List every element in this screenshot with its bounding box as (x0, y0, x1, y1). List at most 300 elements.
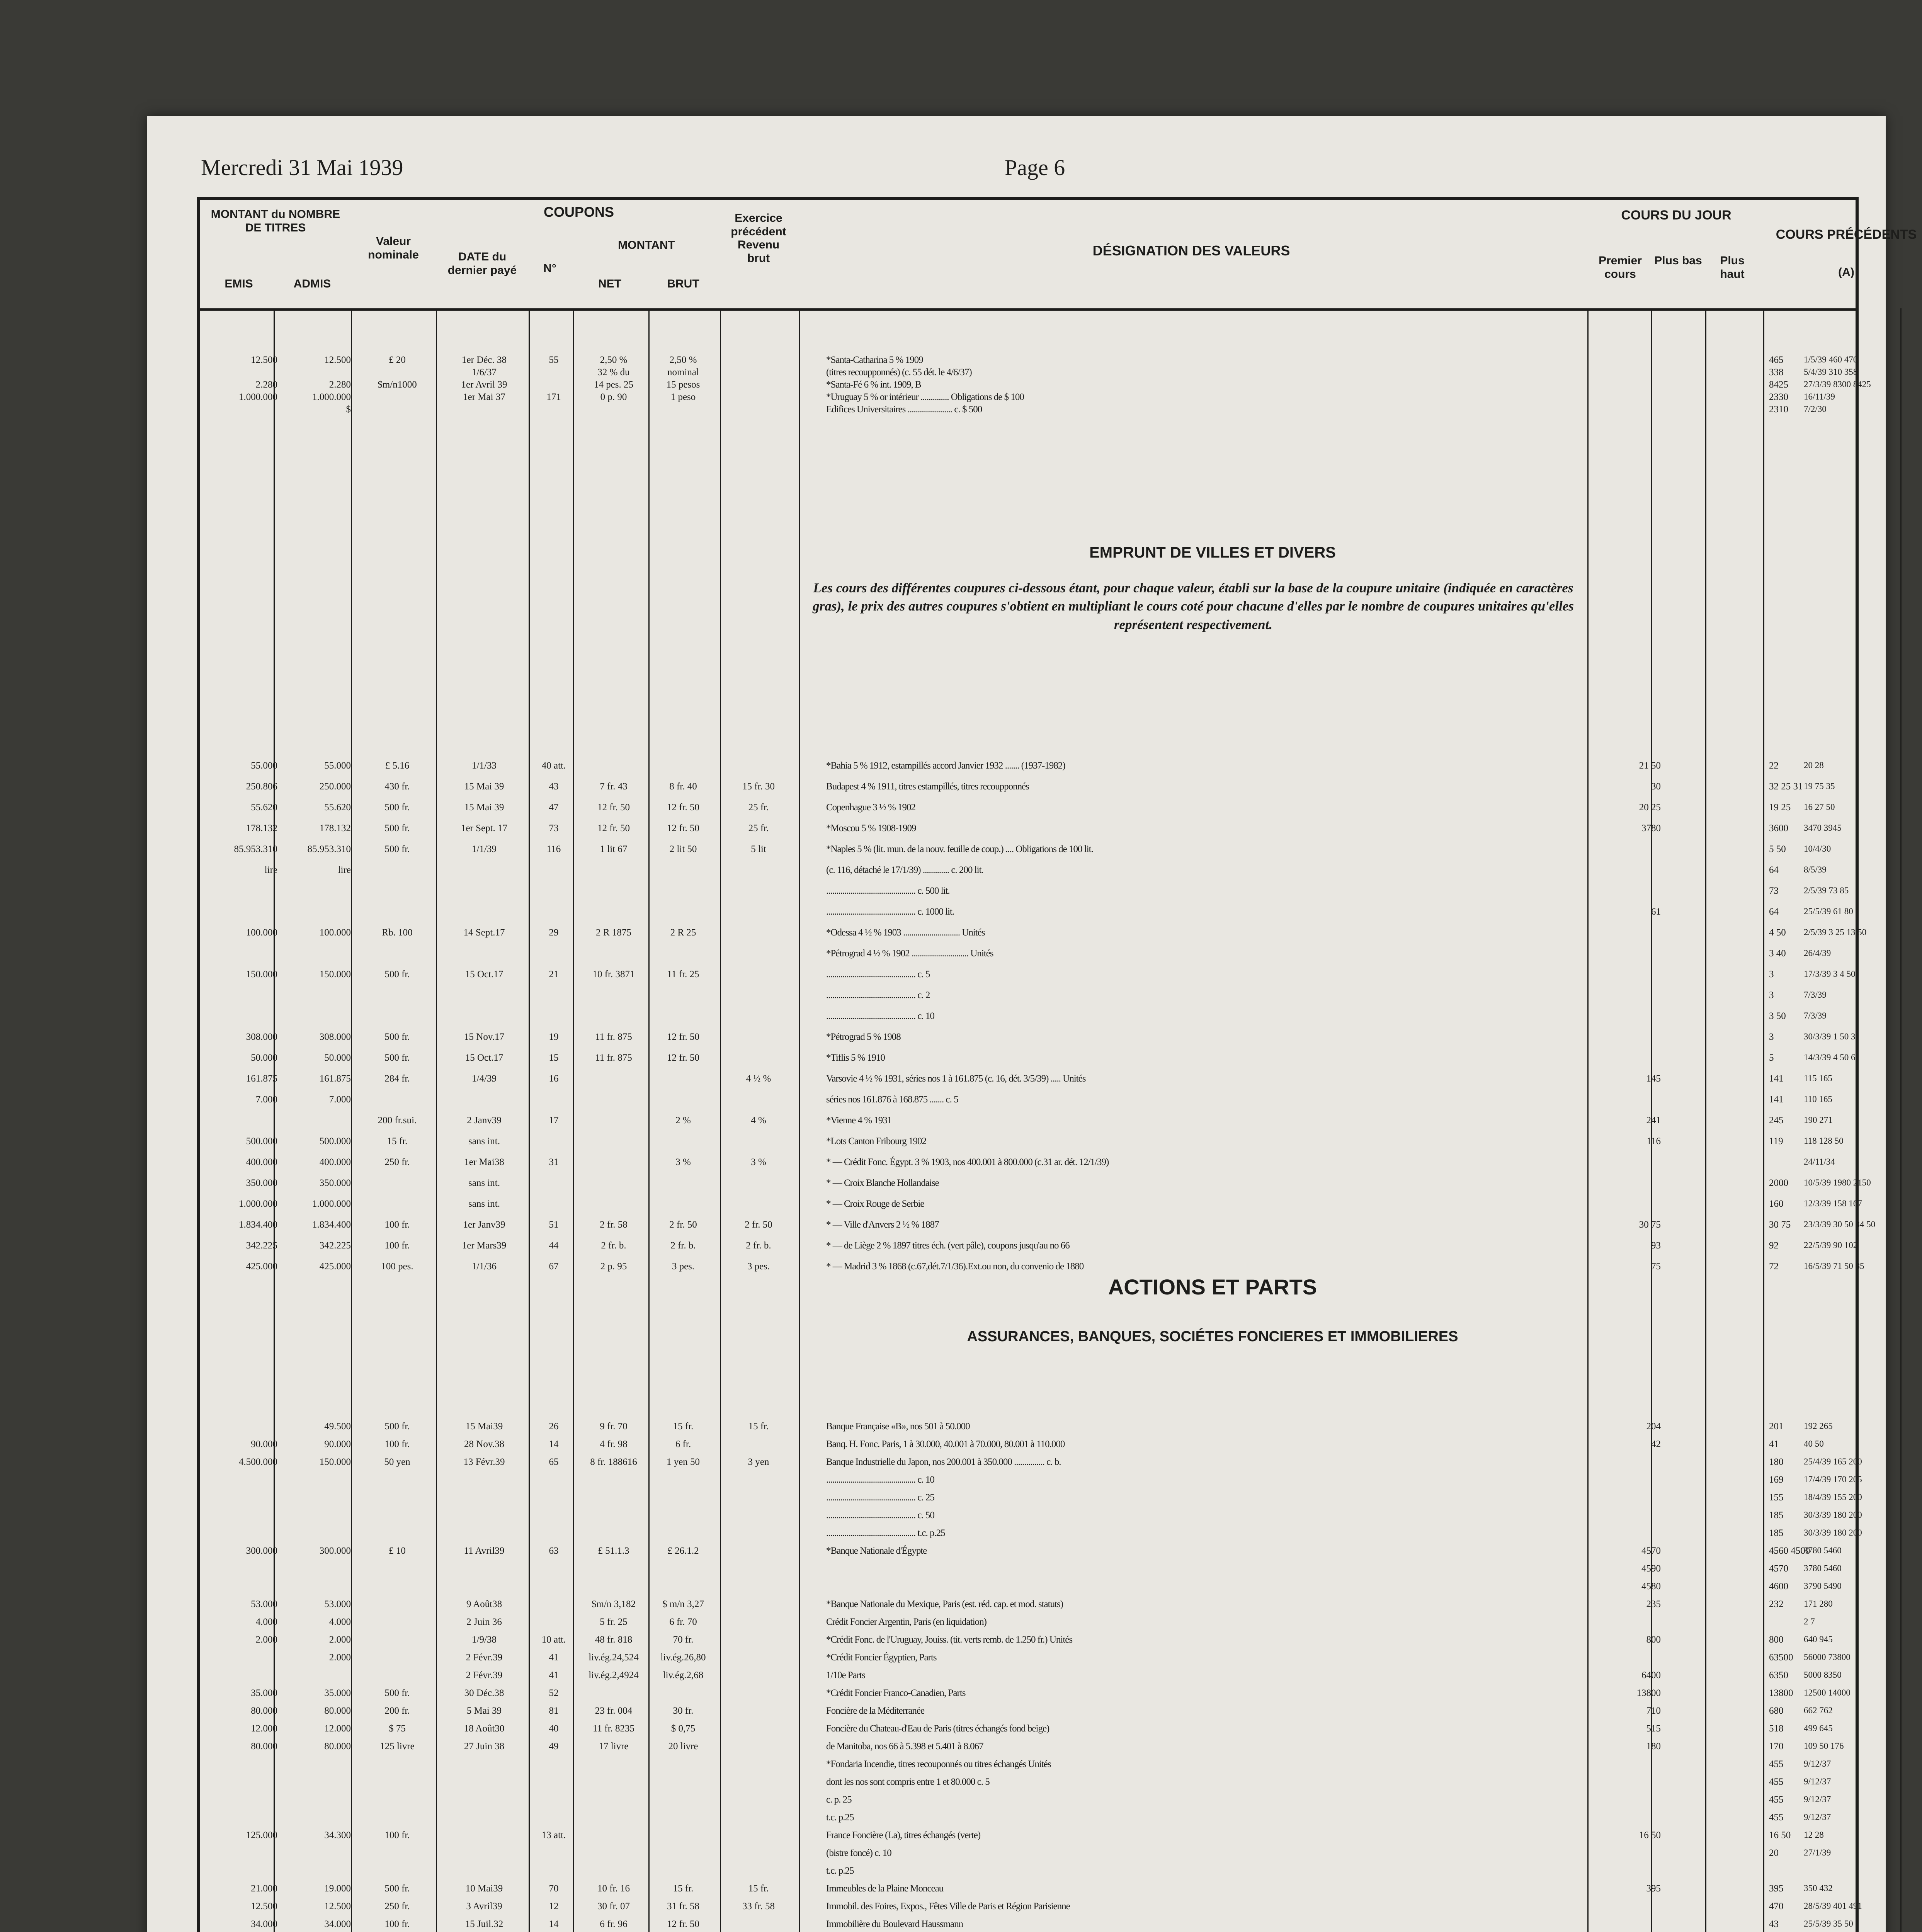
table-row (200, 1178, 1871, 1189)
cell-des: *Santa-Catharina 5 % 1909 (826, 355, 923, 365)
table-row (200, 886, 1856, 897)
cell-rev: 3 % (751, 1157, 766, 1167)
cell-emis: 4.500.000 (239, 1457, 277, 1467)
cell-cours-precedent: 16 50 (1769, 1830, 1791, 1840)
table-row (200, 1115, 1856, 1127)
cell-admis: 400.000 (319, 1157, 351, 1167)
cell-admis: 150.000 (319, 969, 351, 980)
table-row (200, 1777, 1856, 1788)
cell-des: t.c. p.25 (826, 1866, 854, 1876)
cell-no: 41 (549, 1670, 559, 1680)
cell-no: 116 (546, 844, 561, 854)
cell-admis: $ (346, 404, 351, 415)
cell-nom: 100 fr. (384, 1219, 410, 1230)
cell-net: 0 p. 90 (600, 392, 627, 402)
cell-date: 28 Nov.38 (464, 1439, 504, 1449)
cell-no: 40 (549, 1723, 559, 1734)
cell-cours-precedent: 518 (1769, 1723, 1784, 1734)
cell-releve: 25/5/39 35 50 (1804, 1919, 1853, 1929)
cell-rev: 15 fr. (748, 1421, 769, 1432)
cell-des: 1/10e Parts (826, 1670, 865, 1680)
cell-cours-precedent: 455 (1769, 1812, 1784, 1823)
cell-cours-precedent: 455 (1769, 1759, 1784, 1769)
cell-cours-precedent: 119 (1769, 1136, 1783, 1146)
cell-date: 1er Mars39 (462, 1240, 507, 1251)
cell-rev: 15 fr. 30 (742, 781, 775, 792)
cell-date: 1er Mai 37 (463, 392, 505, 402)
cell-nom: 100 pes. (381, 1261, 413, 1272)
cell-releve: 3780 5460 (1804, 1563, 1842, 1573)
cell-p1: 235 (1646, 1599, 1661, 1609)
cell-emis: 150.000 (246, 969, 277, 980)
table-row (200, 367, 1856, 379)
cell-releve: 115 165 (1804, 1073, 1832, 1083)
table-row (200, 1919, 1856, 1930)
cell-date: 11 Avril39 (464, 1546, 505, 1556)
table-row (200, 1688, 1856, 1699)
cell-releve: 190 271 (1804, 1115, 1833, 1125)
cell-releve: 5/4/39 310 358 (1804, 367, 1858, 377)
cell-date: 1/9/38 (472, 1634, 497, 1645)
cell-des: (titres recoupponnés) (c. 55 dét. le 4/6/37) (826, 367, 972, 378)
cell-releve: 3470 3945 (1804, 823, 1842, 833)
cell-cours-precedent: 8425 (1769, 379, 1788, 390)
cell-brut: 2 fr. 50 (669, 1219, 697, 1230)
table-row (200, 1528, 1862, 1539)
cell-nom: 500 fr. (384, 823, 410, 833)
cell-emis: 1.000.000 (239, 392, 277, 402)
cell-cours-precedent: 64 (1769, 906, 1779, 917)
cell-no: 67 (549, 1261, 559, 1272)
cell-brut: 2 lit 50 (669, 844, 697, 854)
cell-admis: 55.620 (324, 802, 351, 813)
cell-releve: 25/4/39 165 200 (1804, 1457, 1862, 1466)
table-row (200, 1011, 1856, 1022)
cell-p1: 6400 (1641, 1670, 1661, 1680)
table-row (200, 1032, 1856, 1043)
cell-cours-precedent: 155 (1769, 1492, 1784, 1503)
cell-cours-precedent: 4560 4500 (1769, 1546, 1810, 1556)
cell-brut: 1 yen 50 (666, 1457, 700, 1467)
cell-des: * — de Liège 2 % 1897 titres éch. (vert pâle), coupons jusqu'au no 66 (826, 1240, 1070, 1251)
cell-cours-precedent: 5 (1769, 1053, 1774, 1063)
cell-releve: 2/5/39 3 25 13 50 (1804, 927, 1867, 937)
cell-emis: 1.834.400 (239, 1219, 277, 1230)
cell-nom: 250 fr. (384, 1901, 410, 1912)
header-premier: Premier cours (1599, 254, 1642, 281)
cell-date: 2 Juin 36 (466, 1617, 502, 1627)
cell-des: dont les nos sont compris entre 1 et 80.000 c. 5 (826, 1777, 990, 1787)
cell-cours-precedent: 2000 (1769, 1178, 1788, 1188)
cell-net: 12 fr. 50 (597, 802, 630, 813)
cell-p1: 16 50 (1639, 1830, 1661, 1840)
table-row (200, 1136, 1856, 1148)
cell-cours-precedent: 455 (1769, 1777, 1784, 1787)
cell-no: 12 (549, 1901, 559, 1912)
cell-p1: 241 (1646, 1115, 1661, 1126)
cell-brut: 70 fr. (673, 1634, 694, 1645)
table-row (200, 1563, 1856, 1575)
cell-brut: 15 pesos (666, 379, 700, 390)
header-admis: ADMIS (293, 277, 331, 290)
cell-no: 14 (549, 1919, 559, 1929)
cell-des: *Naples 5 % (lit. mun. de la nouv. feuille de coup.) .... Obligations de 100 lit. (826, 844, 1093, 854)
cell-des: de Manitoba, nos 66 à 5.398 et 5.401 à 8.067 (826, 1741, 983, 1752)
cell-net: 2 fr. 58 (600, 1219, 628, 1230)
cell-rev: 3 pes. (747, 1261, 770, 1272)
cell-no: 41 (549, 1652, 559, 1663)
cell-net: 7 fr. 43 (600, 781, 628, 792)
cell-date: 18 Août30 (464, 1723, 505, 1734)
table-row (200, 927, 1867, 939)
cell-admis: 80.000 (324, 1741, 351, 1752)
cell-emis: 21.000 (251, 1883, 277, 1894)
cell-nom: 500 fr. (384, 1688, 410, 1698)
table-row (200, 1475, 1862, 1486)
cell-emis: 80.000 (251, 1706, 277, 1716)
table-row (200, 1848, 1856, 1859)
cell-date: 15 Mai 39 (464, 802, 504, 813)
cell-des: séries nos 161.876 à 168.875 ....... c. 5 (826, 1094, 958, 1105)
cell-brut: 6 fr. (675, 1439, 691, 1449)
table-row (200, 1901, 1862, 1913)
cell-releve: 9/12/37 (1804, 1812, 1831, 1822)
cell-net: 23 fr. 004 (595, 1706, 633, 1716)
cell-emis: 53.000 (251, 1599, 277, 1609)
cell-emis: 125.000 (246, 1830, 277, 1840)
cell-date: 13 Févr.39 (463, 1457, 505, 1467)
cell-cours-precedent: 92 (1769, 1240, 1779, 1251)
cell-cours-precedent: 455 (1769, 1794, 1784, 1805)
cell-p1: 20 25 (1639, 802, 1661, 813)
cell-cours-precedent: 4570 (1769, 1563, 1788, 1574)
cell-emis: 2.280 (255, 379, 277, 390)
cell-net: 11 fr. 875 (595, 1053, 632, 1063)
cell-p1: 42 (1651, 1439, 1661, 1449)
table-row (200, 1812, 1856, 1824)
header-coupons: COUPONS (543, 204, 614, 220)
header-montant-coupon: MONTANT (618, 239, 675, 252)
cell-des: t.c. p.25 (826, 1812, 854, 1823)
cell-des: ............................................ c. 10 (826, 1475, 934, 1485)
table-row (200, 1723, 1856, 1735)
cell-cours-precedent: 63500 (1769, 1652, 1793, 1663)
cell-cours-precedent: 169 (1769, 1475, 1784, 1485)
table-row (200, 948, 1856, 960)
table-row (200, 1652, 1856, 1664)
cell-admis: 53.000 (324, 1599, 351, 1609)
cell-cours-precedent: 465 (1769, 355, 1784, 365)
table-header (200, 200, 1917, 311)
cell-des: ............................................ c. 25 (826, 1492, 934, 1503)
cell-brut: $ 0,75 (671, 1723, 696, 1734)
cell-des: *Crédit Foncier Franco-Canadien, Parts (826, 1688, 966, 1698)
cell-no: 21 (549, 969, 559, 980)
cell-emis: 342.225 (246, 1240, 277, 1251)
cell-releve: 7/3/39 (1804, 1011, 1827, 1020)
cell-brut: £ 26.1.2 (667, 1546, 699, 1556)
page-number: Page 6 (1005, 155, 1065, 180)
table-row (200, 1617, 1856, 1628)
table-row (200, 802, 1856, 814)
cell-cours-precedent: 13800 (1769, 1688, 1793, 1698)
cell-cours-precedent: 3 (1769, 1032, 1774, 1042)
cell-brut: 30 fr. (673, 1706, 694, 1716)
cell-emis: 425.000 (246, 1261, 277, 1272)
cell-emis: 100.000 (246, 927, 277, 938)
cell-cours-precedent: 680 (1769, 1706, 1784, 1716)
cell-cours-precedent: 141 (1769, 1094, 1784, 1105)
table-row (200, 1219, 1876, 1231)
cell-net: 2 R 1875 (596, 927, 631, 938)
cell-rev: 25 fr. (748, 802, 769, 813)
cell-emis: 90.000 (251, 1439, 277, 1449)
cell-releve: 25/5/39 61 80 (1804, 906, 1853, 916)
cell-cours-precedent: 185 (1769, 1528, 1784, 1538)
cell-no: 73 (549, 823, 559, 833)
cell-no: 40 att. (541, 760, 566, 771)
emprunt-note: Les cours des différentes coupures ci-dessous étant, pour chaque valeur, établi sur la base de la coupure unitaire (indiquée en caractères gras), le prix des autres coupures s'obtient en multipliant le cours coté pour chacune d'elles par le nombre de coupures unitaires qu'elles représentent respectivement. (813, 580, 1574, 632)
cell-no: 44 (549, 1240, 559, 1251)
cell-des: Foncière du Chateau-d'Eau de Paris (titres échangés fond beige) (826, 1723, 1049, 1734)
cell-des: *Uruguay 5 % or intérieur .............. Obligations de $ 100 (826, 392, 1024, 402)
cell-brut: $ m/n 3,27 (662, 1599, 704, 1609)
cell-rev: 3 yen (748, 1457, 769, 1467)
cell-cours-precedent: 72 (1769, 1261, 1779, 1272)
page-date: Mercredi 31 Mai 1939 (201, 155, 403, 180)
cell-nom: £ 20 (389, 355, 406, 365)
section-assurances: ASSURANCES, BANQUES, SOCIÉTES FONCIERES ET IMMOBILIERES (967, 1328, 1458, 1345)
cell-net: 30 fr. 07 (597, 1901, 630, 1912)
cell-des: *Crédit Fonc. de l'Uruguay, Jouiss. (tit. verts remb. de 1.250 fr.) Unités (826, 1634, 1073, 1645)
cell-emis: 161.875 (246, 1073, 277, 1084)
cell-nom: £ 5.16 (385, 760, 410, 771)
cell-releve: 1/5/39 460 470 (1804, 355, 1858, 364)
cell-des: * — Ville d'Anvers 2 ½ % 1887 (826, 1219, 939, 1230)
cell-releve: 18/4/39 155 200 (1804, 1492, 1862, 1502)
cell-emis: 85.953.310 (234, 844, 277, 854)
cell-rev: 15 fr. (748, 1883, 769, 1894)
cell-des: *Crédit Foncier Égyptien, Parts (826, 1652, 937, 1663)
cell-net: 4 fr. 98 (600, 1439, 628, 1449)
cell-des: Budapest 4 % 1911, titres estampillés, titres recoupponnés (826, 781, 1029, 792)
cell-des: *Santa-Fé 6 % int. 1909, B (826, 379, 921, 390)
cell-admis: 425.000 (319, 1261, 351, 1272)
cell-des: Immeubles de la Plaine Monceau (826, 1883, 944, 1894)
cell-des: *Pétrograd 4 ½ % 1902 ............................ Unités (826, 948, 993, 959)
table-row (200, 844, 1856, 855)
cell-date: 15 Juil.32 (465, 1919, 503, 1929)
cell-des: *Pétrograd 5 % 1908 (826, 1032, 901, 1042)
cell-brut: 3 % (675, 1157, 691, 1167)
cell-releve: 10/5/39 1980 2150 (1804, 1178, 1871, 1187)
table-row (200, 1883, 1856, 1895)
header-numero: N° (543, 262, 556, 275)
cell-brut: 11 fr. 25 (667, 969, 699, 980)
cell-cours-precedent: 160 (1769, 1199, 1784, 1209)
cell-p1: 3780 (1641, 823, 1661, 833)
cell-brut: 8 fr. 40 (669, 781, 697, 792)
cell-no: 63 (549, 1546, 559, 1556)
cell-nom: 500 fr. (384, 1032, 410, 1042)
cell-releve: 24/11/34 (1804, 1157, 1835, 1167)
cell-cours-precedent: 180 (1769, 1457, 1784, 1467)
cell-releve: 20 28 (1804, 760, 1824, 770)
cell-releve: 109 50 176 (1804, 1741, 1844, 1751)
cell-cours-precedent: 3 50 (1769, 1011, 1786, 1021)
cell-releve: 3780 5460 (1804, 1546, 1842, 1555)
cell-no: 49 (549, 1741, 559, 1752)
cell-emis: 2.000 (255, 1634, 277, 1645)
cell-releve: 2 7 (1804, 1617, 1815, 1626)
cell-emis: 34.000 (251, 1919, 277, 1929)
cell-emis: 12.000 (251, 1723, 277, 1734)
table-row (200, 1741, 1856, 1753)
cell-releve: 56000 73800 (1804, 1652, 1851, 1662)
cell-releve: 22/5/39 90 102 (1804, 1240, 1858, 1250)
cell-admis: 90.000 (324, 1439, 351, 1449)
cell-cours-precedent: 141 (1769, 1073, 1784, 1084)
table-row (200, 355, 1856, 366)
cell-p1: 4570 (1641, 1546, 1661, 1556)
cell-cours-precedent: 185 (1769, 1510, 1784, 1520)
cell-emis: 178.132 (246, 823, 277, 833)
cell-releve: 19 75 35 (1804, 781, 1835, 791)
cell-p1: 4580 (1641, 1581, 1661, 1592)
cell-brut: 15 fr. (673, 1421, 694, 1432)
cell-des: Varsovie 4 ½ % 1931, séries nos 1 à 161.875 (c. 16, dét. 3/5/39) ..... Unités (826, 1073, 1086, 1084)
cell-p1: 515 (1646, 1723, 1661, 1734)
cell-admis: 1.000.000 (312, 392, 351, 402)
cell-releve: 17/4/39 170 205 (1804, 1475, 1862, 1484)
cell-des: *Vienne 4 % 1931 (826, 1115, 892, 1126)
cell-des: * — Croix Rouge de Serbie (826, 1199, 924, 1209)
table-row (200, 1634, 1856, 1646)
cell-cours-precedent: 2310 (1769, 404, 1788, 415)
cell-brut: 3 pes. (672, 1261, 695, 1272)
table-row (200, 1094, 1856, 1106)
cell-nom: 100 fr. (384, 1240, 410, 1251)
table-row (200, 1439, 1856, 1451)
cell-nom: Rb. 100 (382, 927, 413, 938)
cell-releve: 662 762 (1804, 1706, 1833, 1715)
cell-admis: 4.000 (329, 1617, 351, 1627)
cell-admis: 178.132 (319, 823, 351, 833)
cell-releve: 640 945 (1804, 1634, 1833, 1644)
cell-net: 11 fr. 875 (595, 1032, 632, 1042)
cell-nom: 500 fr. (384, 1053, 410, 1063)
cell-date: 1er Mai38 (464, 1157, 504, 1167)
cell-admis: 12.000 (324, 1723, 351, 1734)
cell-des: Immobil. des Foires, Expos., Fêtes Ville de Paris et Région Parisienne (826, 1901, 1070, 1912)
cell-des: ............................................ c. 1000 lit. (826, 906, 954, 917)
cell-p1: 93 (1651, 1240, 1661, 1251)
cell-brut: 31 fr. 58 (667, 1901, 700, 1912)
cell-admis: 342.225 (319, 1240, 351, 1251)
table-row (200, 1794, 1856, 1806)
cell-brut: 2 fr. b. (670, 1240, 696, 1251)
cell-cours-precedent: 4600 (1769, 1581, 1788, 1592)
cell-nom: 100 fr. (384, 1919, 410, 1929)
cell-admis: 34.300 (324, 1830, 351, 1840)
cell-p1: 30 75 (1639, 1219, 1661, 1230)
table-row (200, 1457, 1862, 1468)
cell-no: 43 (549, 781, 559, 792)
cell-date: 10 Mai39 (465, 1883, 503, 1894)
cell-nom: 200 fr.sui. (378, 1115, 417, 1126)
cell-des: ............................................ c. 10 (826, 1011, 934, 1021)
cell-cours-precedent: 2330 (1769, 392, 1788, 402)
cell-nom: $ 75 (389, 1723, 406, 1734)
cell-nom: 500 fr. (384, 844, 410, 854)
cell-des: Banq. H. Fonc. Paris, 1 à 30.000, 40.001 à 70.000, 80.001 à 110.000 (826, 1439, 1065, 1449)
cell-cours-precedent: 64 (1769, 865, 1779, 875)
cell-releve: 7/3/39 (1804, 990, 1827, 1000)
cell-date: 15 Nov.17 (464, 1032, 504, 1042)
cell-nom: 500 fr. (384, 969, 410, 980)
cell-no: 51 (549, 1219, 559, 1230)
cell-nom: 430 fr. (384, 781, 410, 792)
cell-rev: 25 fr. (748, 823, 769, 833)
cell-des: Crédit Foncier Argentin, Paris (en liquidation) (826, 1617, 987, 1627)
cell-brut: 2 % (675, 1115, 691, 1126)
cell-p1: 180 (1646, 1741, 1661, 1752)
cell-date: sans int. (468, 1178, 500, 1188)
cell-no: 47 (549, 802, 559, 813)
cell-releve: 16/11/39 (1804, 392, 1835, 401)
cell-no: 17 (549, 1115, 559, 1126)
cell-date: 15 Mai39 (465, 1421, 503, 1432)
table-row (200, 1581, 1856, 1593)
cell-cours-precedent: 201 (1769, 1421, 1784, 1432)
cell-cours-precedent: 20 (1769, 1848, 1779, 1858)
cell-admis: 19.000 (324, 1883, 351, 1894)
cell-p1: 710 (1646, 1706, 1661, 1716)
cell-net: 10 fr. 3871 (592, 969, 635, 980)
cell-nom: 100 fr. (384, 1439, 410, 1449)
cell-nom: 500 fr. (384, 1421, 410, 1432)
cell-admis: 7.000 (329, 1094, 351, 1105)
cell-releve: 30/3/39 1 50 3 (1804, 1032, 1856, 1041)
cell-brut: 12 fr. 50 (667, 802, 700, 813)
cell-releve: 27/1/39 (1804, 1848, 1831, 1857)
cell-date: 15 Mai 39 (464, 781, 504, 792)
cell-releve: 3790 5490 (1804, 1581, 1842, 1591)
cell-emis: 1.000.000 (239, 1199, 277, 1209)
cell-releve: 2/5/39 73 85 (1804, 886, 1849, 895)
cell-p1: 395 (1646, 1883, 1661, 1894)
cell-brut: 20 livre (668, 1741, 698, 1752)
cell-net: 5 fr. 25 (600, 1617, 628, 1627)
cell-net: 17 livre (599, 1741, 629, 1752)
cell-net: liv.ég.2,4924 (589, 1670, 639, 1680)
cell-des: *Fondaria Incendie, titres recouponnés ou titres échangés Unités (826, 1759, 1051, 1769)
cell-des: *Banque Nationale d'Égypte (826, 1546, 927, 1556)
cell-admis: 2.000 (329, 1652, 351, 1663)
cell-p1: 61 (1651, 906, 1661, 917)
cell-date: 2 Févr.39 (466, 1670, 503, 1680)
cell-date: 1er Avril 39 (461, 379, 507, 390)
cell-nom: 250 fr. (384, 1157, 410, 1167)
cell-no: 55 (549, 355, 559, 365)
cell-cours-precedent: 4 50 (1769, 927, 1786, 938)
cell-releve: 14/3/39 4 50 6 (1804, 1053, 1856, 1062)
cell-cours-precedent: 41 (1769, 1439, 1779, 1449)
table-row (200, 990, 1856, 1002)
cell-nom: 284 fr. (384, 1073, 410, 1084)
header-designation: DÉSIGNATION DES VALEURS (1092, 243, 1290, 259)
cell-releve: 27/3/39 8300 8425 (1804, 379, 1871, 389)
